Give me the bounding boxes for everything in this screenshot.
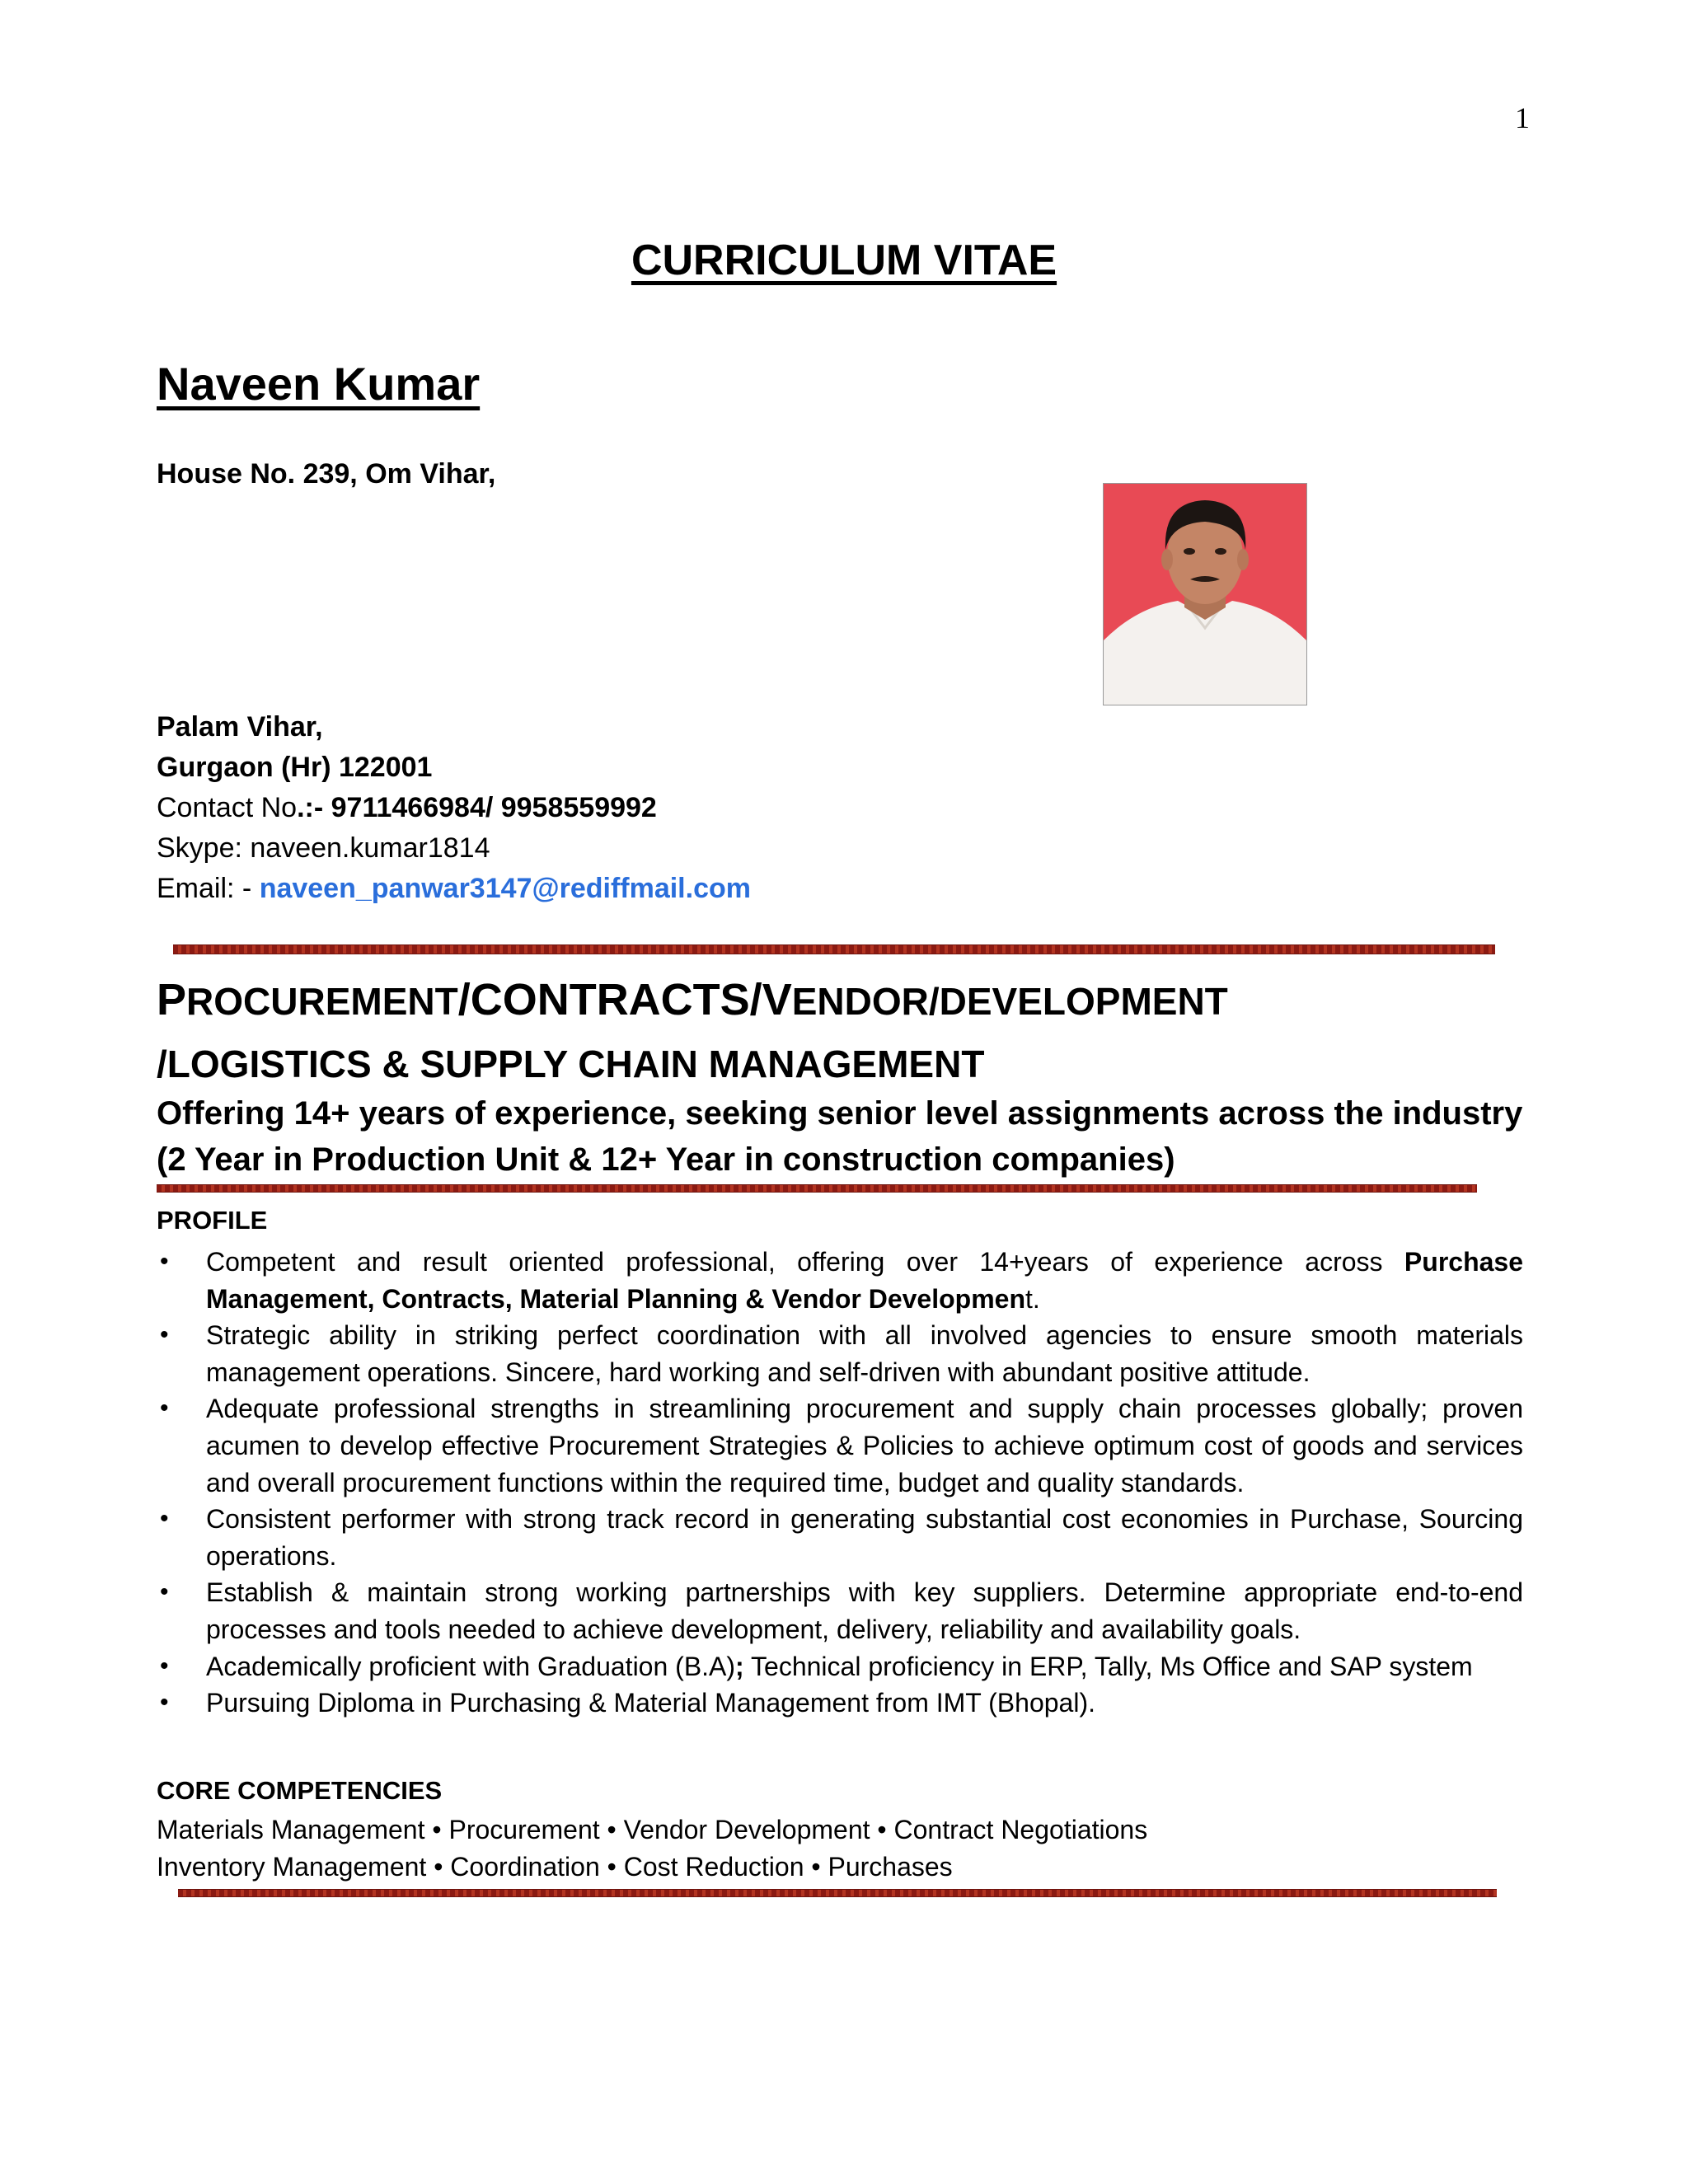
candidate-name: Naveen Kumar bbox=[157, 358, 481, 410]
profile-item: • Consistent performer with strong track record in generating substantial cost economies in Purchase, Sourcing operations. bbox=[157, 1501, 1523, 1574]
career-heading-line-1: PROCUREMENT/CONTRACTS/VENDOR/DEVELOPMENT bbox=[157, 975, 1228, 1024]
profile-item: • Pursuing Diploma in Purchasing & Material Management from IMT (Bhopal). bbox=[157, 1685, 1523, 1722]
profile-photo bbox=[1103, 483, 1307, 705]
bullet-icon: • bbox=[160, 1394, 169, 1422]
profile-item: • Competent and result oriented professional, offering over 14+years of experience across Purchase Management, Contracts, Material Planning & Vendor Development. bbox=[157, 1244, 1523, 1317]
phone-separator: .:- bbox=[297, 792, 324, 823]
core-competencies-title: CORE COMPETENCIES bbox=[157, 1776, 443, 1805]
profile-item: • Adequate professional strengths in streamlining procurement and supply chain processes globally; proven acumen to develop effective Procurement Strategies & Policies to achieve optimum cost of goods and services and overall procurement functions within the required time, budget and quality standards. bbox=[157, 1390, 1523, 1501]
bullet-icon: • bbox=[160, 1321, 169, 1349]
skype-label: Skype: bbox=[157, 832, 251, 864]
experience-summary-line-1: Offering 14+ years of experience, seeking senior level assignments across the industry bbox=[157, 1095, 1523, 1132]
divider-bottom bbox=[178, 1889, 1497, 1897]
address-line-1: House No. 239, Om Vihar, bbox=[157, 458, 496, 490]
profile-item: • Establish & maintain strong working partnerships with key suppliers. Determine appropriate end-to-end processes and tools needed to achieve development, delivery, reliability and availability goals. bbox=[157, 1574, 1523, 1647]
phone-label: Contact No bbox=[157, 792, 298, 823]
skype-value: naveen.kumar1814 bbox=[250, 832, 490, 864]
page-number: 1 bbox=[1515, 101, 1530, 134]
profile-list bbox=[157, 1244, 1523, 1722]
experience-summary bbox=[157, 1090, 1558, 1183]
profile-title: PROFILE bbox=[157, 1206, 268, 1235]
address-line-3: Gurgaon (Hr) 122001 bbox=[157, 752, 433, 783]
email-line bbox=[157, 869, 751, 909]
phone-value: 9711466984/ 9958559992 bbox=[323, 792, 657, 823]
divider-middle bbox=[157, 1184, 1477, 1193]
email-label: Email: - bbox=[157, 873, 260, 904]
bullet-icon: • bbox=[160, 1505, 169, 1533]
email-link[interactable]: naveen_panwar3147@rediffmail.com bbox=[259, 873, 751, 904]
career-heading bbox=[157, 968, 1558, 1095]
skype-line bbox=[157, 828, 751, 869]
bullet-icon: • bbox=[160, 1689, 169, 1717]
core-competencies-list bbox=[157, 1811, 1147, 1886]
bullet-icon: • bbox=[160, 1248, 169, 1275]
document-title: CURRICULUM VITAE bbox=[631, 237, 1057, 284]
address-line-2: Palam Vihar, bbox=[157, 711, 323, 743]
core-competencies-line-2: Inventory Management • Coordination • Cost Reduction • Purchases bbox=[157, 1852, 953, 1882]
experience-summary-line-2: (2 Year in Production Unit & 12+ Year in construction companies) bbox=[157, 1141, 1175, 1178]
profile-item: • Academically proficient with Graduation (B.A); Technical proficiency in ERP, Tally, Ms Office and SAP system bbox=[157, 1648, 1523, 1685]
phone-line bbox=[157, 788, 751, 828]
bullet-icon: • bbox=[160, 1578, 169, 1606]
contact-block bbox=[157, 707, 751, 909]
profile-item: • Strategic ability in striking perfect coordination with all involved agencies to ensure smooth materials management operations. Sincere, hard working and self-driven with abundant positive attitude. bbox=[157, 1317, 1523, 1390]
core-competencies-line-1: Materials Management • Procurement • Vendor Development • Contract Negotiations bbox=[157, 1815, 1148, 1844]
divider-top bbox=[173, 944, 1495, 954]
bullet-icon: • bbox=[160, 1652, 169, 1680]
career-heading-line-2: /LOGISTICS & SUPPLY CHAIN MANAGEMENT bbox=[157, 1043, 985, 1085]
